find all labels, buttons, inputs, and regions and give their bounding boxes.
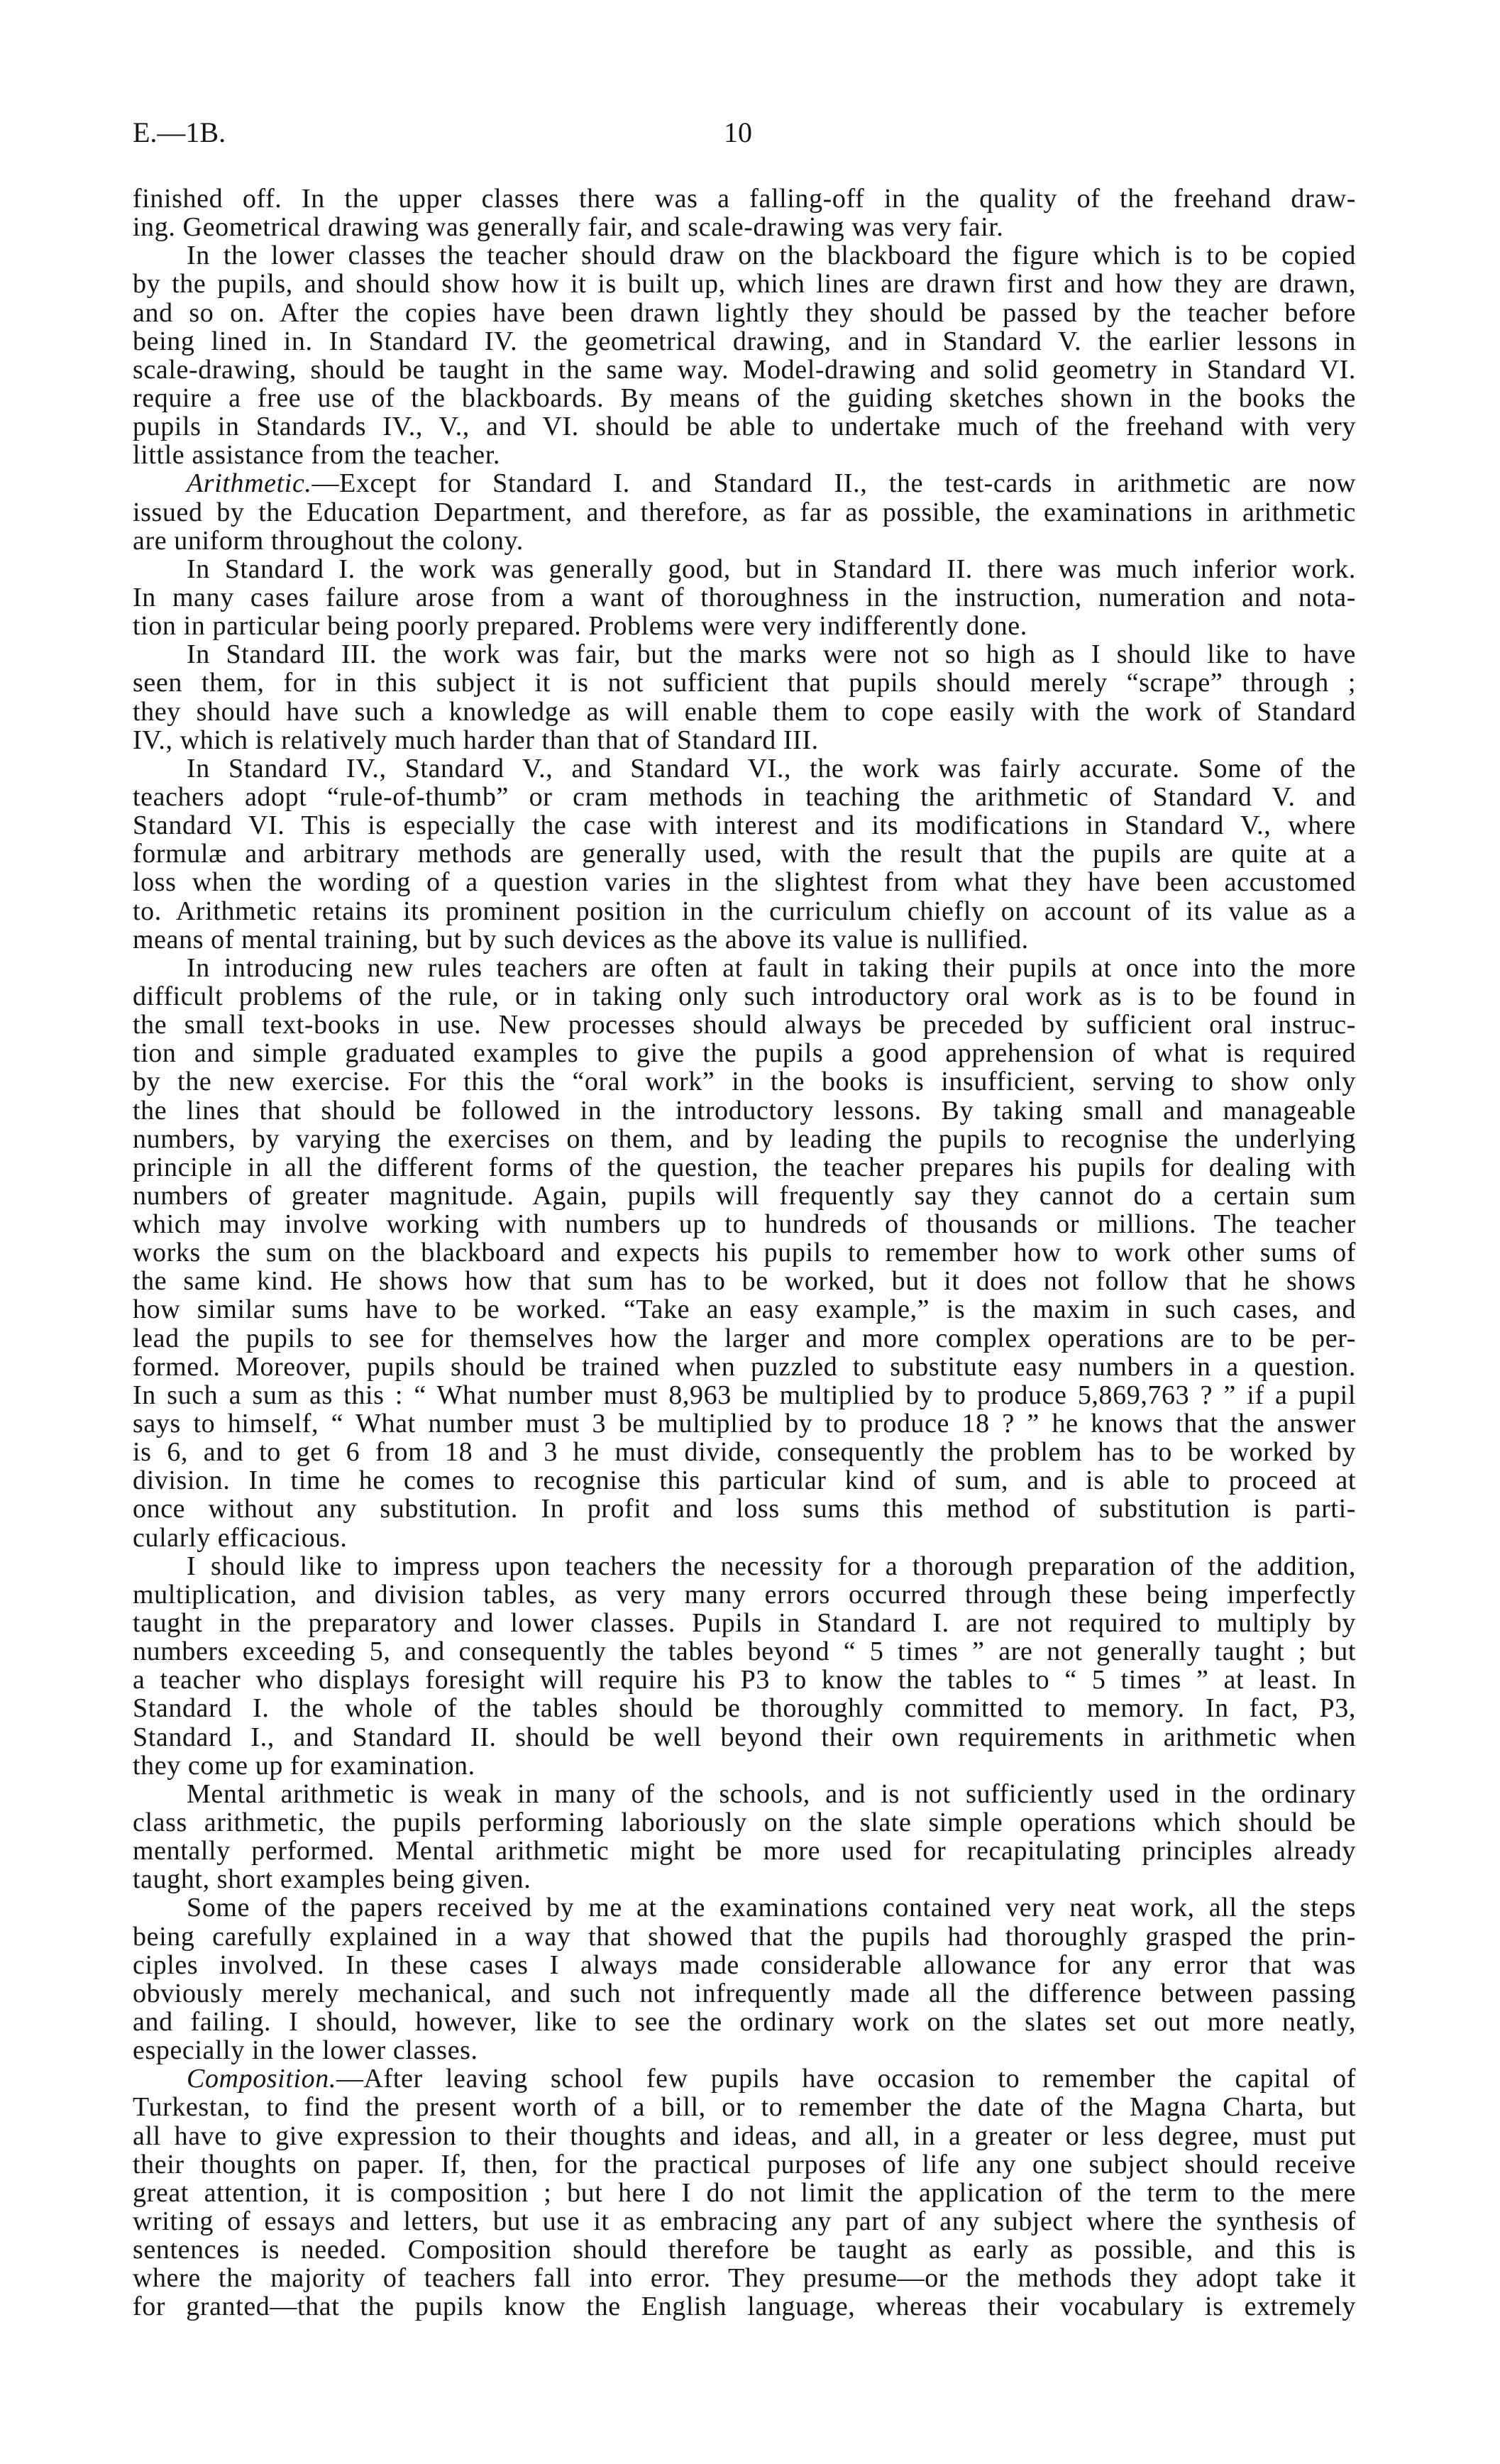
text-line: great attention, it is composition ; but here I do not limit the application of the term to the mere [133, 2177, 1356, 2208]
text-line: In many cases failure arose from a want of thoroughness in the instruction, numeration and nota- [133, 582, 1356, 612]
text-line-rest: —Except for Standard I. and Standard II., the test-cards in arithmetic are now [311, 468, 1356, 499]
text-line: lead the pupils to see for themselves how the larger and more complex operations are to be per- [133, 1323, 1356, 1353]
text-line: the lines that should be followed in the introductory lessons. By taking small and manageable [133, 1095, 1356, 1126]
text-line: all have to give expression to their thoughts and ideas, and all, in a greater or less degree, must put [133, 2121, 1356, 2151]
text-line: ing. Geometrical drawing was generally fair, and scale-drawing was very fair. [133, 212, 1004, 243]
text-line: obviously merely mechanical, and such not infrequently made all the difference between passing [133, 1978, 1356, 2008]
page-number: 10 [724, 116, 752, 148]
paragraph-examination-papers [133, 1893, 1356, 2064]
text-line: multiplication, and division tables, as very many errors occurred through these being imperfectly [133, 1579, 1356, 1610]
text-line [133, 469, 1356, 497]
text-line: they should have such a knowledge as will enable them to cope easily with the work of Standard [133, 696, 1356, 727]
section-heading-composition: Composition. [187, 2064, 336, 2094]
text-line: difficult problems of the rule, or in taking only such introductory oral work as is to be found in [133, 981, 1356, 1011]
text-line: the same kind. He shows how that sum has to be worked, but it does not follow that he shows [133, 1266, 1356, 1297]
text-line: finished off. In the upper classes there was a falling-off in the quality of the freehand draw- [133, 184, 1356, 214]
text-line: being lined in. In Standard IV. the geometrical drawing, and in Standard V. the earlier lessons in [133, 326, 1356, 356]
text-line: sentences is needed. Composition should therefore be taught as early as possible, and this is [133, 2235, 1356, 2265]
text-line: IV., which is relatively much harder than that of Standard III. [133, 725, 819, 755]
text-line: by the pupils, and should show how it is built up, which lines are drawn first and how they are drawn, [133, 269, 1356, 299]
text-line: for granted—that the pupils know the English language, whereas their vocabulary is extremely [133, 2292, 1356, 2322]
text-line: says to himself, “ What number must 3 be multiplied by to produce 18 ? ” he knows that the answer [133, 1409, 1356, 1439]
text-line: formed. Moreover, pupils should be trained when puzzled to substitute easy numbers in a question. [133, 1351, 1356, 1382]
text-line: they come up for examination. [133, 1750, 475, 1781]
text-line: Standard VI. This is especially the case with interest and its modifications in Standard V., where [133, 810, 1356, 841]
text-line: teachers adopt “rule-of-thumb” or cram methods in teaching the arithmetic of Standard V. and [133, 781, 1356, 812]
text-line: is 6, and to get 6 from 18 and 3 he must divide, consequently the problem has to be worked by [133, 1437, 1356, 1468]
text-line: Mental arithmetic is weak in many of the schools, and is not sufficiently used in the ordinary [187, 1778, 1356, 1809]
text-line: taught in the preparatory and lower classes. Pupils in Standard I. are not required to multiply by [133, 1608, 1356, 1639]
text-line: mentally performed. Mental arithmetic might be more used for recapitulating principles already [133, 1836, 1356, 1866]
text-line: I should like to impress upon teachers the necessity for a thorough preparation of the addition, [187, 1551, 1356, 1581]
text-line: to. Arithmetic retains its prominent position in the curriculum chiefly on account of its value as a [133, 896, 1356, 926]
text-line: Standard I. the whole of the tables should be thoroughly committed to memory. In fact, P3, [133, 1693, 1356, 1724]
text-line: cularly efficacious. [133, 1522, 348, 1553]
text-line: and so on. After the copies have been drawn lightly they should be passed by the teacher before [133, 297, 1356, 328]
text-line: principle in all the different forms of the question, the teacher prepares his pupils for dealing with [133, 1152, 1356, 1182]
text-line: numbers of greater magnitude. Again, pupils will frequently say they cannot do a certain sum [133, 1180, 1356, 1211]
text-line: Some of the papers received by me at the examinations contained very neat work, all the steps [187, 1893, 1356, 1923]
text-line: tion in particular being poorly prepared. Problems were very indifferently done. [133, 611, 1027, 642]
paragraph-mental-arithmetic [133, 1780, 1356, 1894]
text-line: Turkestan, to find the present worth of a bill, or to remember the date of the Magna Charta, but [133, 2092, 1356, 2123]
text-line: tion and simple graduated examples to give the pupils a good apprehension of what is required [133, 1038, 1356, 1069]
text-line: little assistance from the teacher. [133, 440, 500, 471]
paragraph-tables [133, 1552, 1356, 1780]
text-line: their thoughts on paper. If, then, for the practical purposes of life any one subject should receive [133, 2149, 1356, 2179]
text-line: In such a sum as this : “ What number must 8,963 be multiplied by to produce 5,869,763 ? ” if a pupil [133, 1380, 1356, 1410]
text-line: division. In time he comes to recognise this particular kind of sum, and is able to proceed at [133, 1465, 1356, 1496]
text-line: works the sum on the blackboard and expects his pupils to remember how to work other sums of [133, 1238, 1356, 1268]
text-line: numbers, by varying the exercises on them, and by leading the pupils to recognise the underlying [133, 1123, 1356, 1154]
text-line [133, 2064, 1356, 2093]
paragraph-standard-three [133, 640, 1356, 754]
text-line: means of mental training, but by such devices as the above its value is nullified. [133, 924, 1029, 955]
text-line: loss when the wording of a question varies in the slightest from what they have been accustomed [133, 867, 1356, 898]
text-line: and failing. I should, however, like to see the ordinary work on the slates set out more neatly, [133, 2007, 1356, 2037]
text-line: In Standard I. the work was generally good, but in Standard II. there was much inferior work. [187, 554, 1356, 584]
text-line: Standard I., and Standard II. should be well beyond their own requirements in arithmetic when [133, 1722, 1356, 1752]
paragraph-composition [133, 2064, 1356, 2321]
text-line: once without any substitution. In profit and loss sums this method of substitution is parti- [133, 1494, 1356, 1524]
text-line: seen them, for in this subject it is not sufficient that pupils should merely “scrape” through ; [133, 668, 1356, 698]
paragraph-standard-one [133, 555, 1356, 640]
text-line: by the new exercise. For this the “oral work” in the books is insufficient, serving to show only [133, 1067, 1356, 1097]
document-body [133, 185, 1356, 2321]
text-line: In the lower classes the teacher should draw on the blackboard the figure which is to be copied [187, 241, 1356, 271]
text-line: writing of essays and letters, but use it as embracing any part of any subject where the synthesis of [133, 2206, 1356, 2236]
paragraph-drawing-blackboard [133, 241, 1356, 469]
text-line: where the majority of teachers fall into error. They presume—or the methods they adopt take it [133, 2263, 1356, 2294]
text-line: class arithmetic, the pupils performing laboriously on the slate simple operations which should be [133, 1808, 1356, 1838]
text-line: scale-drawing, should be taught in the same way. Model-drawing and solid geometry in Standard VI. [133, 354, 1356, 385]
paragraph-standard-four-to-six [133, 754, 1356, 954]
section-heading-arithmetic: Arithmetic. [187, 468, 312, 499]
paragraph-new-rules [133, 954, 1356, 1552]
paragraph-arithmetic-intro [133, 469, 1356, 554]
text-line-rest: —After leaving school few pupils have occasion to remember the capital of [336, 2064, 1356, 2094]
page-header [133, 114, 1356, 152]
text-line: issued by the Education Department, and therefore, as far as possible, the examinations in arithmetic [133, 497, 1356, 527]
paragraph-drawing-continued [133, 185, 1356, 241]
text-line: are uniform throughout the colony. [133, 525, 524, 556]
text-line: a teacher who displays foresight will require his P3 to know the tables to “ 5 times ” at least. In [133, 1665, 1356, 1695]
text-line: In introducing new rules teachers are often at fault in taking their pupils at once into the more [187, 952, 1356, 983]
text-line: require a free use of the blackboards. By means of the guiding sketches shown in the books the [133, 383, 1356, 413]
text-line: pupils in Standards IV., V., and VI. should be able to undertake much of the freehand with very [133, 412, 1356, 442]
text-line: In Standard IV., Standard V., and Standard VI., the work was fairly accurate. Some of the [187, 753, 1356, 783]
text-line: especially in the lower classes. [133, 2035, 478, 2066]
text-line: taught, short examples being given. [133, 1864, 531, 1895]
text-line: which may involve working with numbers up to hundreds of thousands or millions. The teacher [133, 1209, 1356, 1240]
text-line: the small text-books in use. New processes should always be preceded by sufficient oral instruc- [133, 1010, 1356, 1040]
text-line: formulæ and arbitrary methods are generally used, with the result that the pupils are quite at a [133, 839, 1356, 869]
text-line: ciples involved. In these cases I always made considerable allowance for any error that was [133, 1949, 1356, 1980]
text-line: numbers exceeding 5, and consequently the tables beyond “ 5 times ” are not generally taught ; but [133, 1637, 1356, 1667]
text-line: being carefully explained in a way that showed that the pupils had thoroughly grasped the prin- [133, 1921, 1356, 1952]
text-line: In Standard III. the work was fair, but the marks were not so high as I should like to have [187, 639, 1356, 670]
document-code: E.—1B. [133, 116, 226, 148]
text-line: how similar sums have to be worked. “Take an easy example,” is the maxim in such cases, and [133, 1294, 1356, 1325]
